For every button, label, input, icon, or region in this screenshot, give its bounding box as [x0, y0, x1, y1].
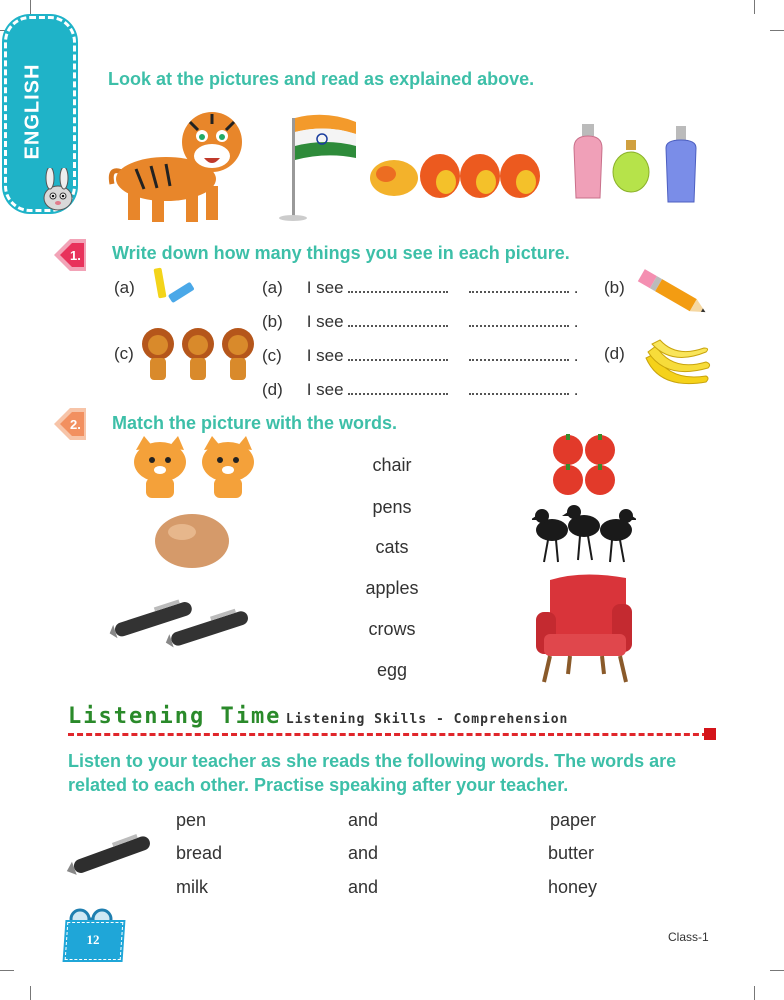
cats-icon — [128, 436, 260, 502]
rabbit-mascot-icon — [36, 168, 80, 214]
section-divider-end — [704, 728, 716, 740]
pen-icon — [64, 830, 158, 880]
answer-blank[interactable] — [469, 278, 569, 293]
crop-mark — [754, 0, 755, 14]
match-word[interactable]: pens — [372, 497, 412, 517]
sentence-row — [262, 312, 579, 332]
sentence-row-text: I see — [306, 278, 344, 297]
word-pair-first: pen — [176, 810, 207, 830]
page-number: 12 — [86, 932, 100, 947]
intro-heading: Look at the pictures and read as explained above. — [108, 69, 535, 89]
sentence-row — [262, 278, 579, 298]
lions-icon — [138, 324, 260, 388]
listening-header — [68, 704, 568, 729]
listening-instruction-line-2: related to each other. Practise speaking after your teacher. — [68, 775, 569, 795]
bananas-icon — [640, 338, 714, 396]
sentence-row-label: (b) — [262, 312, 283, 331]
crop-mark — [30, 986, 31, 1000]
answer-blank[interactable] — [469, 312, 569, 327]
match-word[interactable]: cats — [375, 537, 409, 557]
sentence-row-label: (d) — [262, 380, 283, 399]
crop-mark — [770, 30, 784, 31]
word-pair-joiner: and — [348, 810, 379, 830]
perfume-bottles-icon — [566, 118, 706, 210]
apples-icon — [550, 432, 618, 498]
answer-blank[interactable] — [348, 346, 448, 361]
sentence-row-label: (a) — [262, 278, 283, 297]
sentence-row — [262, 346, 579, 366]
crows-icon — [532, 502, 636, 566]
listening-instruction-line-1: Listen to your teacher as she reads the following words. The words are — [68, 751, 677, 771]
sentence-row-label: (c) — [262, 346, 282, 365]
question-1-number: 1. — [70, 248, 81, 263]
sentence-row-end: . — [573, 312, 579, 331]
word-pair-joiner: and — [348, 843, 379, 863]
chair-icon — [530, 574, 636, 686]
word-pair-first: milk — [176, 877, 208, 897]
word-pair-second: paper — [550, 810, 597, 830]
picture-c-label: (c) — [114, 344, 134, 363]
picture-a-label: (a) — [114, 278, 135, 297]
pens-icon — [108, 594, 260, 650]
sentence-row-text: I see — [306, 346, 344, 365]
match-word[interactable]: crows — [368, 619, 416, 639]
sentence-row-end: . — [573, 346, 579, 365]
subject-tab-label: ENGLISH — [21, 63, 44, 159]
answer-blank[interactable] — [348, 380, 448, 395]
sentence-row-end: . — [573, 278, 579, 297]
sentence-row-text: I see — [306, 380, 344, 399]
word-pair-second: honey — [548, 877, 598, 897]
crop-mark — [30, 0, 31, 14]
word-pair-joiner: and — [348, 877, 379, 897]
crop-mark — [770, 970, 784, 971]
class-label: Class-1 — [668, 930, 709, 944]
answer-blank[interactable] — [469, 380, 569, 395]
answer-blank[interactable] — [348, 312, 448, 327]
question-1-heading: Write down how many things you see in each picture. — [112, 243, 570, 263]
sentence-row-end: . — [573, 380, 579, 399]
picture-b-label: (b) — [604, 278, 625, 297]
question-2-heading: Match the picture with the words. — [112, 413, 398, 433]
match-word[interactable]: apples — [365, 578, 419, 598]
section-divider — [68, 733, 708, 736]
india-flag-icon — [276, 110, 360, 222]
tiger-icon — [106, 104, 246, 228]
answer-blank[interactable] — [469, 346, 569, 361]
pencil-icon — [632, 268, 714, 320]
word-pair-first: bread — [176, 843, 223, 863]
answer-blank[interactable] — [348, 278, 448, 293]
crop-mark — [754, 986, 755, 1000]
word-pair-second: butter — [548, 843, 595, 863]
listening-subtitle: Listening Skills - Comprehension — [285, 712, 569, 727]
sentence-row — [262, 380, 579, 400]
mangoes-icon — [368, 148, 546, 204]
match-word[interactable]: egg — [376, 660, 408, 680]
sentence-row-text: I see — [306, 312, 344, 331]
match-word[interactable]: chair — [372, 455, 412, 475]
crop-mark — [0, 970, 14, 971]
picture-d-label: (d) — [604, 344, 625, 363]
question-2-number: 2. — [70, 417, 81, 432]
listening-title: Listening Time — [68, 704, 282, 729]
egg-icon — [152, 512, 232, 570]
chalk-icon — [148, 266, 194, 314]
